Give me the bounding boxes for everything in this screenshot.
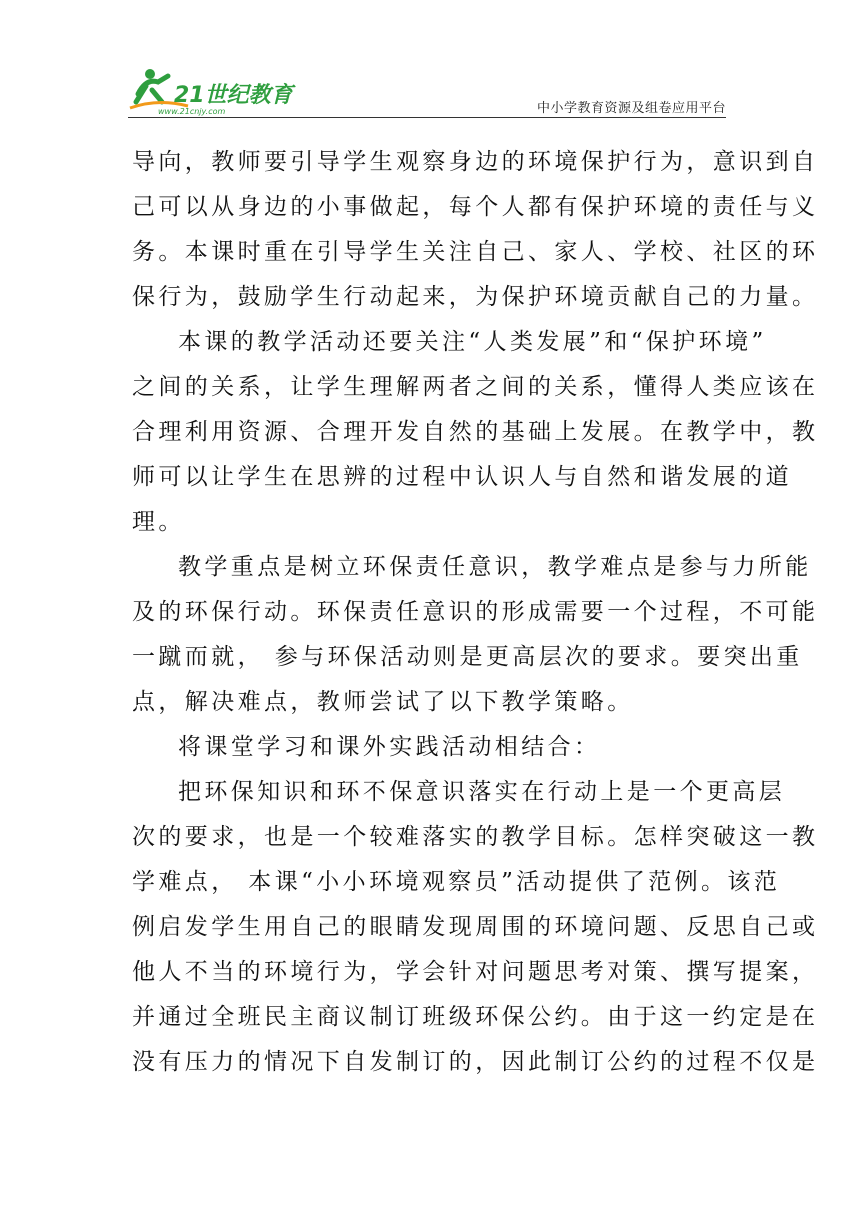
header-divider	[128, 117, 726, 118]
text-line: 学难点， 本课“小小环境观察员”活动提供了范例。该范	[132, 869, 781, 895]
text-line: 次的要求，也是一个较难落实的教学目标。怎样突破这一教	[132, 824, 819, 850]
page-header	[128, 64, 726, 118]
logo-url: www.21cnjy.com	[158, 107, 226, 116]
document-body	[132, 140, 819, 1085]
text-line: 把环保知识和环不保意识落实在行动上是一个更高层	[178, 779, 786, 805]
text-line: 一蹴而就， 参与环保活动则是更高层次的要求。要突出重	[132, 644, 803, 670]
text-line: 师可以让学生在思辨的过程中认识人与自然和谐发展的道	[132, 464, 792, 490]
text-line: 没有压力的情况下自发制订的，因此制订公约的过程不仅是	[132, 1049, 819, 1075]
text-line: 理。	[132, 509, 185, 535]
text-line: 将课堂学习和课外实践活动相结合：	[178, 734, 601, 760]
text-line: 并通过全班民主商议制订班级环保公约。由于这一约定是在	[132, 1004, 819, 1030]
logo-text: 21世纪教育	[174, 83, 293, 108]
runner-logo-icon	[128, 64, 298, 116]
platform-name: 中小学教育资源及组卷应用平台	[536, 101, 726, 116]
text-line: 点，解决难点，教师尝试了以下教学策略。	[132, 689, 634, 715]
text-line: 及的环保行动。环保责任意识的形成需要一个过程，不可能	[132, 599, 819, 625]
text-line: 己可以从身边的小事做起，每个人都有保护环境的责任与义	[132, 194, 819, 220]
text-line: 保行为，鼓励学生行动起来，为保护环境贡献自己的力量。	[132, 284, 819, 310]
text-line: 务。本课时重在引导学生关注自己、家人、学校、社区的环	[132, 239, 819, 265]
text-line: 例启发学生用自己的眼睛发现周围的环境问题、反思自己或	[132, 914, 819, 940]
text-line: 之间的关系，让学生理解两者之间的关系，懂得人类应该在	[132, 374, 819, 400]
logo	[128, 64, 298, 116]
text-line: 教学重点是树立环保责任意识，教学难点是参与力所能	[178, 554, 812, 580]
text-line: 合理利用资源、合理开发自然的基础上发展。在教学中，教	[132, 419, 819, 445]
text-line: 他人不当的环境行为，学会针对问题思考对策、撰写提案，	[132, 959, 819, 985]
text-line: 本课的教学活动还要关注“人类发展”和“保护环境”	[178, 329, 767, 355]
text-line: 导向，教师要引导学生观察身边的环境保护行为，意识到自	[132, 149, 819, 175]
